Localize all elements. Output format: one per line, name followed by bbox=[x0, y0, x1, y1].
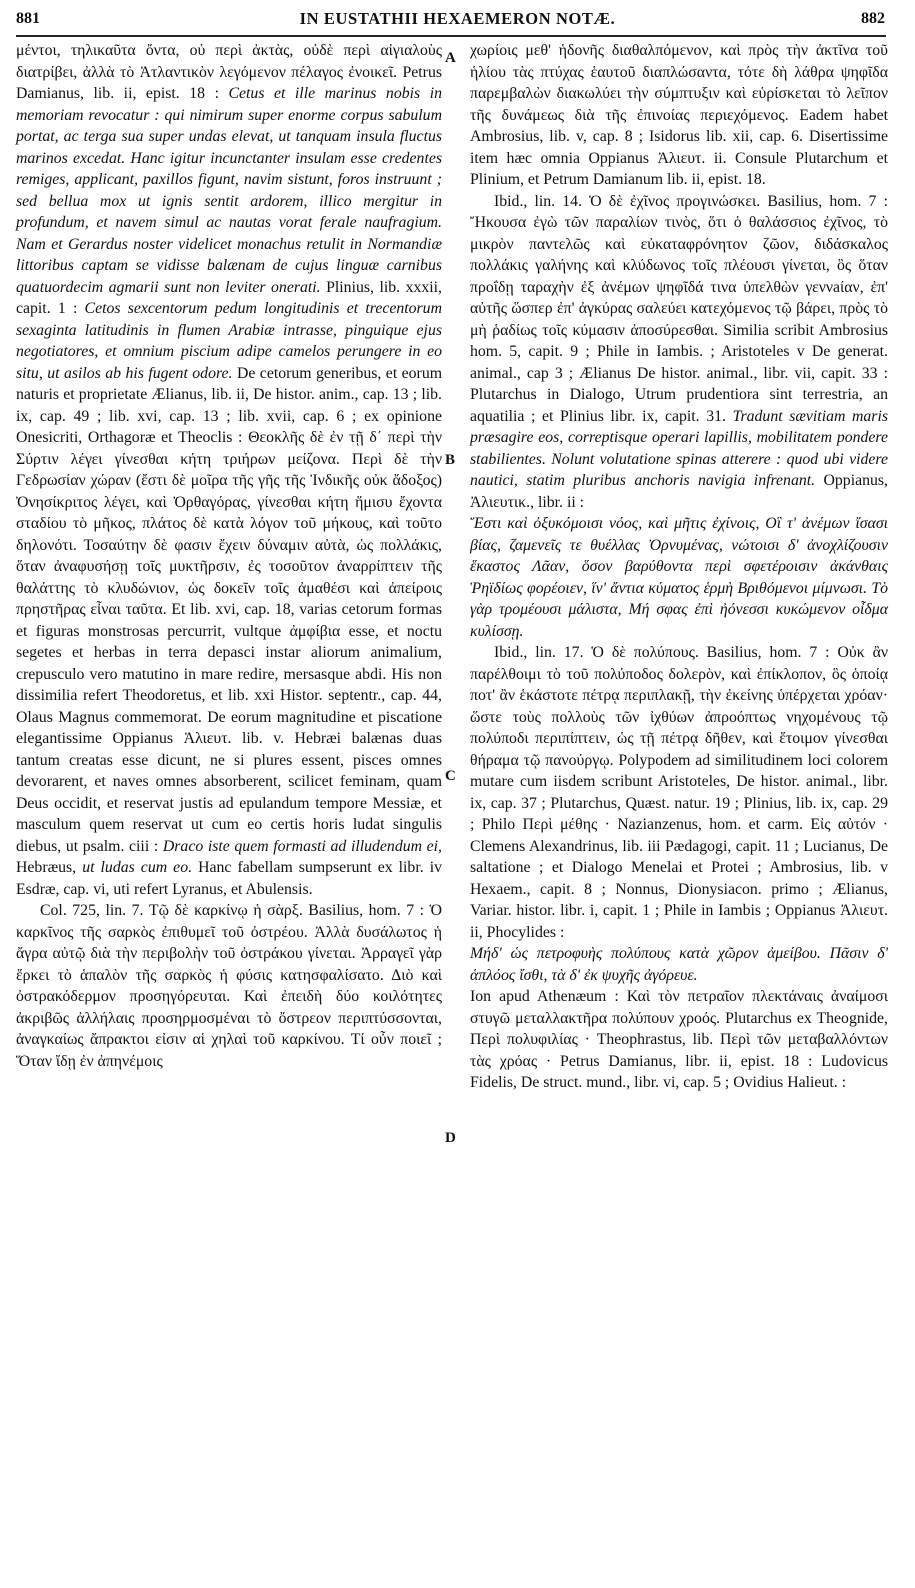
right-paragraph-3 bbox=[470, 642, 888, 943]
right-paragraph-1 bbox=[470, 40, 888, 191]
left-column bbox=[16, 40, 442, 1072]
italic-quote: Tradunt sævitiam maris præsagire eos, correptisque operari lapillis, mobilitatem pondere stabilientes. Nolunt volutatione spinas atterere : quod ubi videre nautici, statim pluribus anchoris navigia infrenant. bbox=[470, 407, 888, 489]
text-run: Ibid., lin. 14. Ὁ δὲ ἐχῖνος προγινώσκει. Basilius, hom. 7 : Ἤκουσα ἐγὼ τῶν παραλίων τινὸς, ὅτι ὁ θαλάσσιος ἐχῖνος, τὸ μικρὸν παντελῶς καὶ εὐκαταφρόνητον ζῶον, διδάσκαλος πολλάκις γαλήνης καὶ κλύδωνος τοῖς πλέουσι γίνεται, ὃς ὅταν προΐδῃ ταραχὴν ἐξ ἀνέμων ψηφῖδά τινα ὑπελθὼν γεννaίαν, ἐπ' αὐτῆς ὥσπερ ἐπ' ἀγκύρας σαλεύει κατεχόμενος τῷ βάρει, πρὸς τὸ μὴ ῥαδίως τοῖς κύμασιν ἀποσύρεσθαι. Similia scribit Ambrosius hom. 5, capit. 9 ; Phile in Iambis. ; Aristoteles v De generat. animal., cap 3 ; Ælianus De histor. animal., libr. vii, capit. 33 : Plutarchus in Dialogo, Utrum prudentiora sint terrestria, an aquatilia ; et Plinius libr. ix, capit. 31. bbox=[470, 192, 888, 425]
italic-quote: Draco iste quem formasti ad illudendum ei, bbox=[162, 837, 443, 855]
running-header bbox=[0, 0, 915, 36]
right-paragraph-2 bbox=[470, 191, 888, 514]
text-run: Ion apud Athenæum : Καὶ τὸν πετραῖον πλεκτάναις ἀναίμοσι στυγῶ μεταλλακτῆρα πολύπουν χροός. Plutarchus ex Theognide, Περὶ πολυφιλίας · Theophrastus, lib. Περὶ τῶν μεταβαλλόντων τὰς χρόας · Petrus Damianus, libr. ii, epist. 18 : Ludovicus Fidelis, De struct. mund., libr. vi, cap. 5 ; Ovidius Halieut. : bbox=[470, 988, 888, 1091]
page-number-left: 881 bbox=[16, 10, 40, 27]
right-paragraph-4 bbox=[470, 986, 888, 1094]
text-run: Plinius, lib. xxxii, capit. 1 : bbox=[16, 278, 442, 317]
left-paragraph-2 bbox=[16, 900, 442, 1072]
text-run: μέντοι, τηλικαῦτα ὄντα, οὐ περὶ ἀκτὰς, οὐδὲ περὶ αἰγιαλοὺς διατρίβει, ἀλλὰ τὸ Ἀτλαντικὸν λεγόμενον πέλαγος ἐνοικεῖ. Petrus Damianus, lib. ii, epist. 18 : bbox=[16, 42, 442, 102]
italic-quote: ut ludas cum eo. bbox=[82, 859, 193, 876]
margin-marker-b: B bbox=[445, 452, 456, 468]
text-run: Ibid., lin. 17. Ὁ δὲ πολύπους. Basilius, hom. 7 : Οὐκ ἂν παρέλθοιμι τὸ τοῦ πολύποδος δολερὸν, καὶ ἐπίκλοπον, ὃς ὁποίᾳ ποτ' ἂν ἑκάστοτε πέτρᾳ περιπλακῇ, τὴν ἐκείνης ὑπέρχεται χρόαν· ὥστε τοὺς πολλοὺς τῶν ἰχθύων ἀπροόπτως νηχομένους τῷ πολύποδι περιπίπτειν, ὡς τῇ πέτρᾳ δῆθεν, καὶ ἕτοιμον γίνεσθαι θήραμα τῷ πανούργῳ. Polypodem ad similitudinem loci colorem mutare cum iisdem scribunt Aristoteles, De histor. animal., libr. ix, cap. 37 ; Plutarchus, Quæst. natur. 19 ; Plinius, lib. ix, cap. 29 ; Philo Περὶ μέθης · Nazianzenus, hom. et carm. Εἰς αὐτόν · Clemens Alexandrinus, lib. iii Pædagogi, capit. 11 ; Lucianus, De saltatione ; et Dialogo Menelai et Protei ; Ambrosius, lib. v Hexaem., capit. 8 ; Nonnus, Dionysiacon. primo ; Ælianus, Variar. histor. libr. i, capit. 1 ; Phile in Iambis ; Oppianus Ἀλιευτ. ii, Phocylides : bbox=[470, 644, 888, 941]
text-run: Col. 725, lin. 7. Τῷ δὲ καρκίνῳ ἡ σὰρξ. Basilius, hom. 7 : Ὁ καρκῖνος τῆς σαρκὸς ἐπιθυμεῖ τοῦ ὀστρέου. Ἀλλὰ δυσάλωτος ἡ ἄγρα αὐτῷ διὰ τὴν περιβολὴν τοῦ ὀστράκου γίνεται. Ἀρραγεῖ γὰρ ἕρκει τὸ ἁπαλὸν τῆς σαρκὸς ἡ φύσις κατησφαλίσατο. Διὸ καὶ ὀστρακόδερμον προσηγόρευται. Καὶ ἐπειδὴ δύο κοιλότητες ἀκριβῶς ἀλλήλαις προσηρμοσμέναι τὸ ὄστρεον περιπτύσσονται, ἀναγκαίως ἄπρακτοι εἰσιν αἱ χηλαὶ τοῦ καρκίνου. Τί οὖν ποιεῖ ; Ὅταν ἴδῃ ἐν ἀπηνέμοις bbox=[16, 902, 442, 1070]
italic-quote: Μήδ' ὡς πετροφυὴς πολύπους κατὰ χῶρον ἀμείβου. Πᾶσιν δ' ἁπλόος ἴσθι, τὰ δ' ἐκ ψυχῆς ἀγόρευε. bbox=[470, 945, 888, 984]
text-run: Oppianus, Ἀλιευτικ., libr. ii : bbox=[470, 472, 888, 511]
italic-quote: Cetus et ille marinus nobis in memoriam revocatur : qui nimirum super enorme corpus sabulum portat, ac terga sua super undas elevat, ut tanquam insula fluctus marinos excedat. Hanc igitur incunctanter insulam esse credentes remiges, applicant, paxillos figunt, navim sistunt, foros instruunt ; sed bellua mox ut ignis sentit ardorem, illico mergitur in profundum, et navem simul ac nautas vorat ferale naufragium. Nam et Gerardus noster videlicet monachus retulit in Normandiæ littoribus captam se vidisse balænam de cujus linguæ carnibus quatuordecim agmarii sunt non leviter onerati. bbox=[16, 85, 442, 296]
margin-marker-a: A bbox=[445, 50, 456, 66]
running-title: IN EUSTATHII HEXAEMERON NOTÆ. bbox=[299, 9, 616, 28]
verse-quote-oppianus bbox=[470, 513, 888, 642]
margin-marker-c: C bbox=[445, 768, 456, 784]
italic-quote: Ἔστι καὶ ὀξυκόμοισι νόος, καὶ μῆτις ἐχίνοις, Οἳ τ' ἀνέμων ἴσασι βίας, ζαμενεῖς τε θυέλλας Ὀρνυμένας, νώτοισι δ' ἀνοχλίζουσιν ἕκαστος Λᾶαν, ὅσον βαρύθοντα περὶ σφετέροισιν ἀκάνθαις Ῥηϊδίως φορέοιεν, ἵν' ἄντια κύματος ἑρμὴ Βριθόμενοι μίμνωσι. Τὸ γὰρ τρομέουσι μάλιστα, Μή σφας ἐπὶ ἠόνεσσι κυκώμενον οἶδμα κυλίσσῃ. bbox=[470, 515, 888, 640]
italic-quote: Cetos sexcentorum pedum longitudinis et trecentorum sexaginta latitudinis in flumen Arabiæ intrasse, pinguique ejus negotiatores, et omnium piscium adipe camelos perungere in eo situ, ut asilos ab his fugent odore. bbox=[16, 300, 442, 382]
text-run: Hanc fabellam sumpserunt ex libr. iv Esdræ, cap. vi, uti refert Lyranus, et Abulensis. bbox=[16, 859, 443, 898]
left-paragraph-1 bbox=[16, 40, 442, 900]
text-run: χωρίοις μεθ' ἡδονῆς διαθαλπόμενον, καὶ πρὸς τὴν ἀκτῖνα τοῦ ἡλίου τὰς πτύχας ἑαυτοῦ διαπλώσαντα, τότε δὴ λάθρα ψηφῖδα παρεμβαλὼν διακωλύει τὴν σύμπτυξιν καὶ εὑρίσκεται τὸ λεῖπον τῆς δυνάμεως διὰ τῆς ἐπινοίας περιεχόμενος. Eadem habet Ambrosius, lib. v, cap. 8 ; Isidorus lib. xii, cap. 6. Disertissime item hæc omnia Oppianus Ἀλιευτ. ii. Consule Plutarchum et Plinium, et Petrum Damianum lib. ii, epist. 18. bbox=[470, 42, 888, 188]
header-rule bbox=[16, 35, 886, 37]
text-run: Hebræus, bbox=[16, 859, 77, 876]
page-number-right: 882 bbox=[861, 10, 885, 27]
right-column bbox=[470, 40, 888, 1094]
text-run: De cetorum generibus, et eorum naturis et proprietate Ælianus, lib. ii, De histor. anim., cap. 13 ; lib. ix, cap. 49 ; lib. xvi, cap. 13 ; lib. xvii, cap. 6 ; ex opinione Onesicriti, Orthagoræ et Theoclis : Θεοκλῆς δὲ ἐν τῇ δ΄ περὶ τὴν Σύρτιν λέγει γίνεσθαι κήτη τριήρων μείζονα. Περὶ δὲ τὴν Γεδρωσίαν χώραν (ἔστι δὲ μοῖρα τῆς γῆς τῆς Ἰνδικῆς οὐκ ἄδοξος) Ὀνησίκριτος λέγει, καὶ Ὀρθαγόρας, γίνεσθαι κήτη ἥμισυ ἔχοντα σταδίου τὸ μῆκος, πλάτος δὲ κατὰ λόγον τοῦ μήκους, καὶ τοῦτο δηλονότι. Τοσαύτην δὲ φασιν ἔχειν δύναμιν αὐτὰ, ὡς πολλάκις, ὅταν ἀναφυσήσῃ τοῖς μυκτῆρσιν, ἐς τοσοῦτον ἀναρρίπτειν τῆς θαλάττης τὸ κλυδώνιον, ὡς δοκεῖν τοῖς ἀμαθέσι καὶ ἀπείροις πρηστῆρας εἶναι ταῦτα. Et lib. xvi, cap. 18, varias cetorum formas et figuras monstrosas percurrit, vultque ἀμφίβια esse, et noctu segetes et herbas in terra depasci instar aliorum animalium, crepusculo vero matutino in mare redire, mersasque abdi. His non dissimilia refert Theodoretus, et lib. xxi Histor. septentr., cap. 44, Olaus Magnus commemorat. De eorum magnitudine et piscatione elegantissime Oppianus Ἀλιευτ. lib. v. Hebræi balænas duas tantum creatas esse dicunt, ne si plures essent, pisces omnes devorarent, et naves omnes absorberent, scilicet feminam, quam Deus occidit, et reservat justis ad epulandum tempore Messiæ, et masculum quem reservat ut cum eo certis horis ludat singulis diebus, ut psalm. ciii : bbox=[16, 364, 443, 855]
verse-quote-phocylides bbox=[470, 943, 888, 986]
margin-marker-d: D bbox=[445, 1130, 456, 1146]
